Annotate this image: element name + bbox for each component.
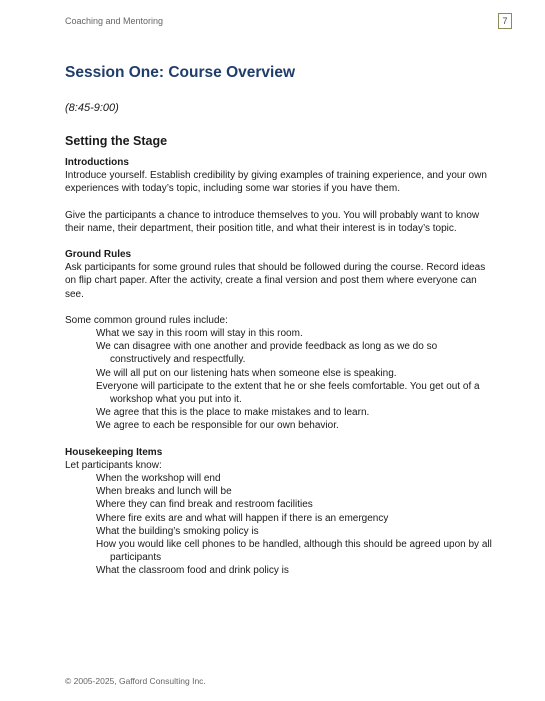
ground-rules-list xyxy=(65,327,495,433)
list-item: Where they can find break and restroom facilities xyxy=(96,499,313,511)
housekeeping-heading: Housekeeping Items xyxy=(65,446,163,458)
ground-rules-heading: Ground Rules xyxy=(65,249,132,261)
list-item: What we say in this room will stay in this room. xyxy=(96,328,303,340)
list-item: How you would like cell phones to be handled, although this should be agreed upon by all participants xyxy=(96,539,492,564)
copyright-footer: © 2005-2025, Gafford Consulting Inc. xyxy=(65,676,206,686)
list-item: What the building’s smoking policy is xyxy=(96,525,259,537)
introductions-heading: Introductions xyxy=(65,157,129,168)
list-item: What the classroom food and drink policy is xyxy=(96,565,289,577)
list-item: When breaks and lunch will be xyxy=(96,486,232,498)
ground-rules-paragraph: Ask participants for some ground rules that should be followed during the course. Record ideas on flip chart paper. After the activity, create a final version and post them where everyone can see. xyxy=(65,262,486,300)
section-title: Setting the Stage xyxy=(65,134,168,148)
body-content xyxy=(65,156,495,578)
introductions-paragraph-2: Give the participants a chance to introduce themselves to you. You will probably want to know their name, their department, their position title, and what their interest is in today’s topic. xyxy=(65,209,480,234)
ground-rules-intro: Some common ground rules include: xyxy=(65,314,228,326)
list-item: Everyone will participate to the extent that he or she feels comfortable. You get out of a workshop what you put into it. xyxy=(96,380,480,406)
housekeeping-list xyxy=(65,472,495,578)
list-item: When the workshop will end xyxy=(96,473,221,485)
list-item: Where fire exits are and what will happen if there is an emergency xyxy=(96,512,389,524)
session-time: (8:45-9:00) xyxy=(65,102,119,114)
introductions-paragraph-1: Introduce yourself. Establish credibility by giving examples of training experience, and your own experiences with today’s topic, including some war stories if you have them. xyxy=(65,170,487,195)
housekeeping-intro: Let participants know: xyxy=(65,459,162,471)
session-title: Session One: Course Overview xyxy=(65,64,296,81)
list-item: We can disagree with one another and provide feedback as long as we do so constructively and respectfully. xyxy=(96,341,438,366)
list-item: We agree to each be responsible for our own behavior. xyxy=(96,420,339,432)
page-number: 7 xyxy=(498,13,512,29)
list-item: We will all put on our listening hats when someone else is speaking. xyxy=(96,367,397,379)
list-item: We agree that this is the place to make mistakes and to learn. xyxy=(96,407,370,419)
running-header: Coaching and Mentoring xyxy=(65,16,164,26)
